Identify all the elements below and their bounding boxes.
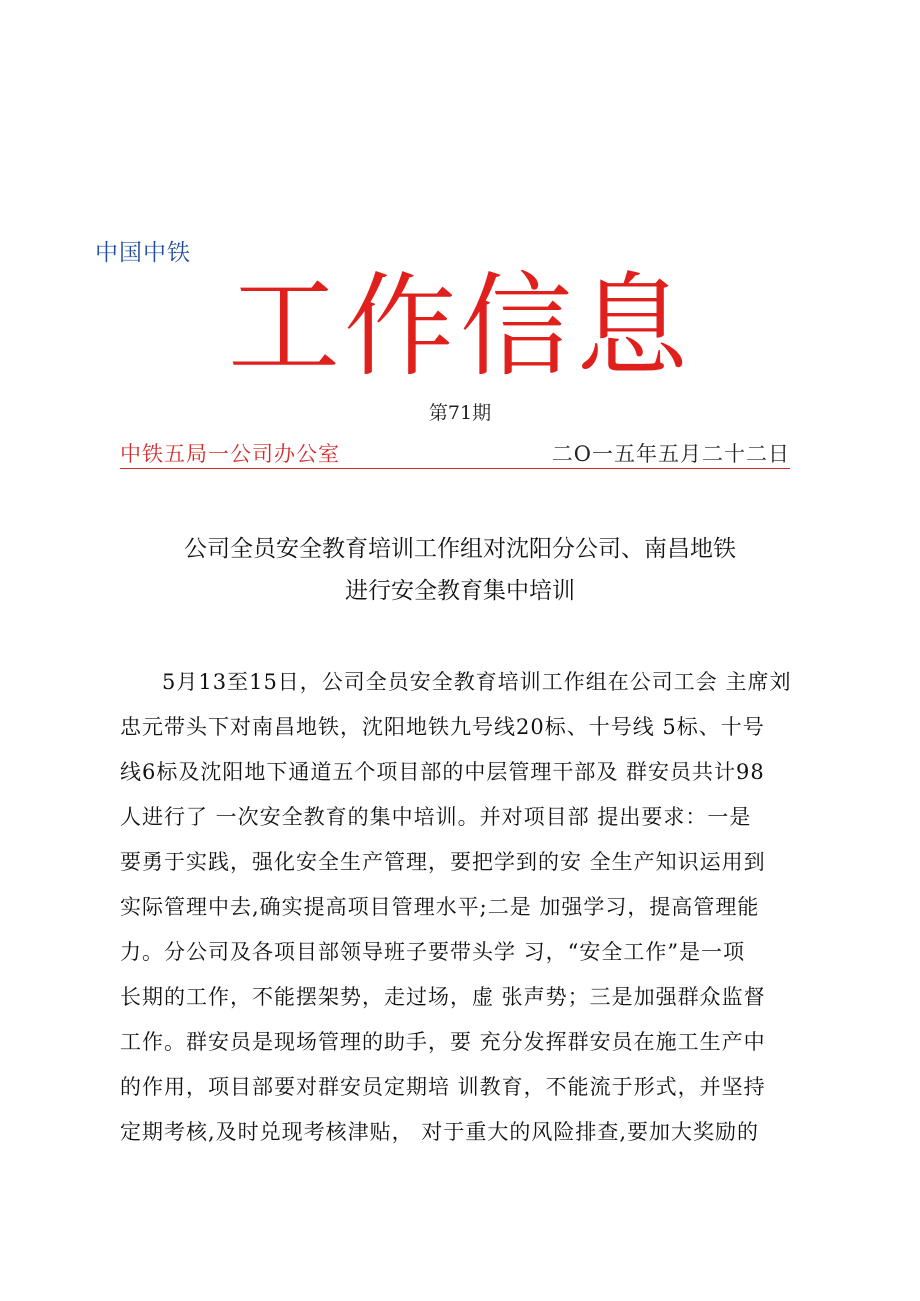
masthead-title: 工作信息 bbox=[228, 262, 692, 392]
org-name: 中国中铁 bbox=[95, 240, 191, 266]
body-line: 实际管理中去,确实提高项目管理水平;二是 加强学习，提高管理能 bbox=[120, 895, 760, 919]
issue-number: 第71期 bbox=[428, 402, 492, 424]
body-line: 工作。群安员是现场管理的助手，要 充分发挥群安员在施工生产中 bbox=[120, 1030, 766, 1054]
headline-line: 进行安全教育集中培训 bbox=[345, 578, 575, 604]
article-body bbox=[120, 660, 810, 1155]
body-line: 忠元带头下对南昌地铁，沈阳地铁九号线20标、十号线 5标、十号 bbox=[120, 715, 765, 739]
body-line: 5月13至15日，公司全员安全教育培训工作组在公司工会 主席刘 bbox=[162, 670, 792, 694]
article-headline bbox=[0, 528, 920, 612]
body-line: 力。分公司及各项目部领导班子要带头学 习，“安全工作”是一项 bbox=[120, 940, 746, 964]
body-line: 人进行了 一次安全教育的集中培训。并对项目部 提出要求：一是 bbox=[120, 805, 752, 829]
body-line: 定期考核,及时兑现考核津贴， 对于重大的风险排查,要加大奖励的 bbox=[120, 1120, 760, 1144]
headline-line: 公司全员安全教育培训工作组对沈阳分公司、南昌地铁 bbox=[184, 536, 736, 562]
body-line: 要勇于实践，强化安全生产管理，要把学到的安 全生产知识运用到 bbox=[120, 850, 766, 874]
body-line: 线6标及沈阳地下通道五个项目部的中层管理干部及 群安员共计98 bbox=[120, 760, 765, 784]
body-line: 长期的工作，不能摆架势，走过场，虚 张声势；三是加强群众监督 bbox=[120, 985, 766, 1009]
issuing-office: 中铁五局一公司办公室 bbox=[120, 442, 340, 466]
issue-date: 二O一五年五月二十二日 bbox=[551, 442, 790, 466]
dateline bbox=[120, 436, 790, 469]
body-line: 的作用，项目部要对群安员定期培 训教育，不能流于形式，并坚持 bbox=[120, 1075, 766, 1099]
